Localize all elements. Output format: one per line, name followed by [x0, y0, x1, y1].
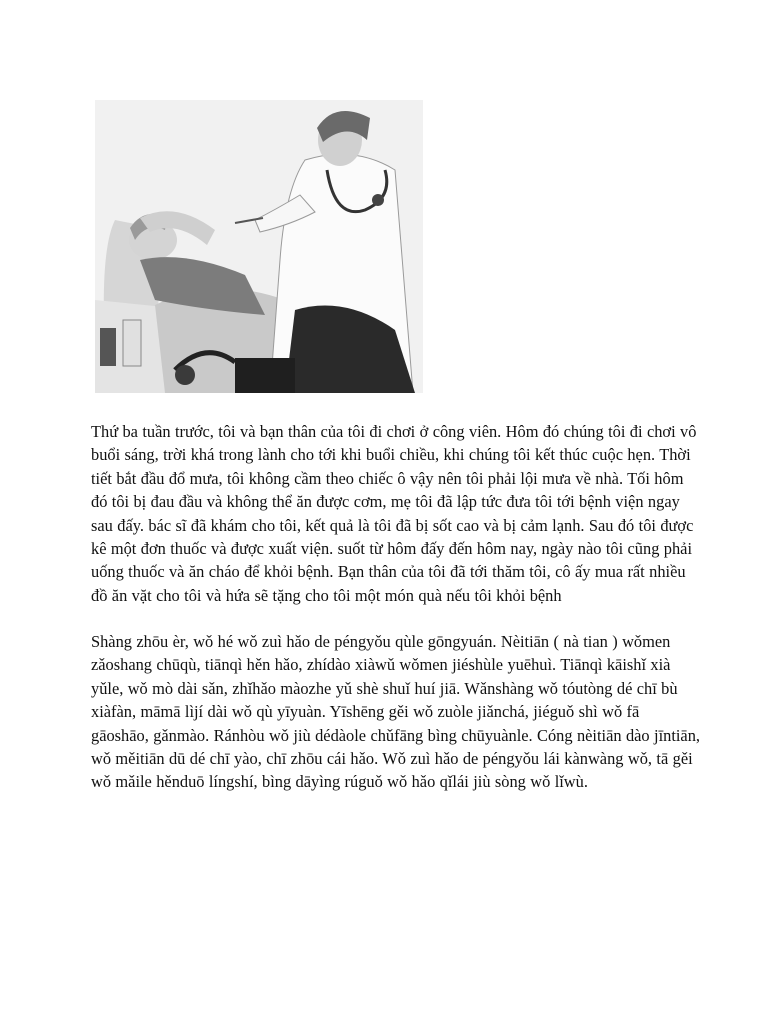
vietnamese-paragraph: Thứ ba tuần trước, tôi và bạn thân của tôi đi chơi ở công viên. Hôm đó chúng tôi đi chơi vô buổi sáng, trời khá trong lành cho tới khi buổi chiều, khi chúng tôi kết thúc cuộc hẹn. Thời tiết bắt đầu đổ mưa, tôi không cầm theo chiếc ô vậy nên tôi phải lội mưa về nhà. Tối hôm đó tôi bị đau đầu và không thể ăn được cơm, mẹ tôi đã lập tức đưa tôi tới bệnh viện ngay sau đấy. bác sĩ đã khám cho tôi, kết quả là tôi đã bị sốt cao và bị cảm lạnh. Sau đó tôi được kê một đơn thuốc và được xuất viện. suốt từ hôm đấy đến hôm nay, ngày nào tôi cũng phải uống thuốc và ăn cháo để khỏi bệnh. Bạn thân của tôi đã tới thăm tôi, cô ấy mua rất nhiều đồ ăn vặt cho tôi và hứa sẽ tặng cho tôi một món quà nếu tôi khỏi bệnh: [91, 422, 697, 605]
doctor-examining-sick-patient-photo: [95, 100, 423, 393]
doctor-patient-illustration: [95, 100, 423, 393]
pinyin-paragraph: Shàng zhōu èr, wǒ hé wǒ zuì hǎo de péngyǒu qùle gōngyuán. Nèitiān ( nà tian ) wǒmen zǎoshang chūqù, tiānqì hěn hǎo, zhídào xiàwǔ wǒmen jiéshùle yuēhuì. Tiānqì kāishǐ xià yǔle, wǒ mò dài sǎn, zhǐhǎo màozhe yǔ shè shuǐ huí jiā. Wǎnshàng wǒ tóutòng dé chī bù xiàfàn, māmā lìjí dài wǒ qù yīyuàn. Yīshēng gěi wǒ zuòle jiǎnchá, jiéguǒ shì wǒ fā gāoshāo, gǎnmào. Ránhòu wǒ jiù dédàole chǔfāng bìng chūyuànle. Cóng nèitiān dào jīntiān, wǒ měitiān dū dé chī yào, chī zhōu cái hǎo. Wǒ zuì hǎo de péngyǒu lái kànwàng wǒ, tā gěi wǒ mǎile hěnduō língshí, bìng dāyìng rúguǒ wǒ hǎo qǐlái jiù sòng wǒ lǐwù.: [91, 632, 700, 792]
